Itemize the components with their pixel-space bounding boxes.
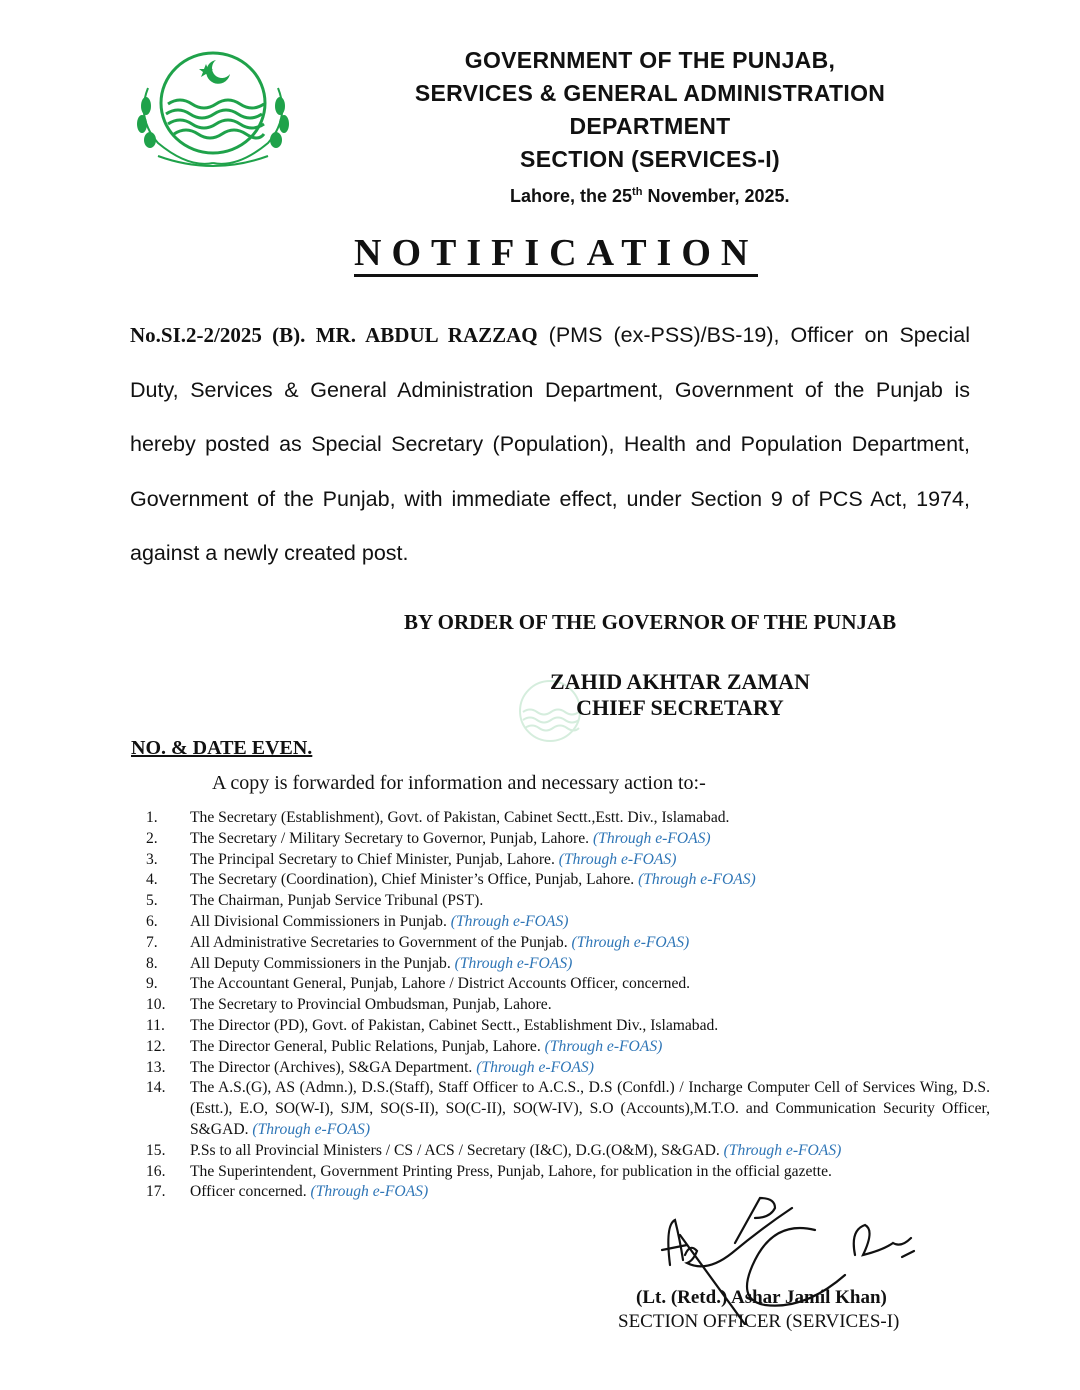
list-item-number: 12. bbox=[146, 1037, 166, 1055]
list-item bbox=[130, 912, 990, 933]
list-item bbox=[130, 808, 990, 829]
punjab-emblem-logo bbox=[128, 48, 298, 178]
list-item bbox=[130, 870, 990, 891]
list-item bbox=[130, 1037, 990, 1058]
list-item-number: 17. bbox=[146, 1183, 166, 1201]
list-item bbox=[130, 1016, 990, 1037]
list-item bbox=[130, 1078, 990, 1140]
copy-forward-intro: A copy is forwarded for information and necessary action to:- bbox=[212, 772, 706, 794]
list-item-number: 1. bbox=[146, 809, 158, 826]
chief-secretary-title: CHIEF SECRETARY bbox=[576, 695, 784, 720]
list-item-number: 10. bbox=[146, 996, 166, 1014]
list-item-via: (Through e-FOAS) bbox=[592, 829, 711, 847]
list-item-number: 16. bbox=[146, 1162, 166, 1180]
list-item bbox=[130, 933, 990, 954]
no-date-even-heading: NO. & DATE EVEN. bbox=[131, 737, 313, 759]
date-prefix: Lahore, the 25 bbox=[510, 186, 633, 206]
list-item bbox=[130, 829, 990, 850]
list-item-via: (Through e-FOAS) bbox=[252, 1120, 371, 1138]
notification-body bbox=[130, 308, 970, 581]
list-item-number: 9. bbox=[146, 975, 158, 993]
chief-secretary-block bbox=[520, 669, 840, 721]
list-item-text: The Secretary (Establishment), Govt. of Pakistan, Cabinet Sectt.,Estt. Div., Islamabad. bbox=[190, 809, 730, 826]
list-item-number: 11. bbox=[146, 1016, 165, 1034]
body-text: (PMS (ex-PSS)/BS-19), Officer on Special Duty, Services & General Administration Department, Government of the Punjab is hereby posted as Special Secretary (Population), Health and Population Department, Government of the Punjab, with immediate effect, under Section 9 of PCS Act, 1974, against a newly created post. bbox=[130, 323, 970, 565]
list-item-via: (Through e-FOAS) bbox=[476, 1058, 594, 1076]
list-item-text: The A.S.(G), AS (Admn.), D.S.(Staff), Staff Officer to A.C.S., D.S (Confdl.) / Incharge Computer Cell of Services Wing, D.S.(Estt.), E.O, SO(W-I), SJM, SO(S-II), SO(C-II), SO(W-IV), S.O (Accounts),M.T.O. and Communication Security Officer, S&GAD. bbox=[190, 1079, 990, 1138]
list-item bbox=[130, 1162, 990, 1183]
list-item-number: 8. bbox=[146, 954, 158, 972]
list-item-number: 5. bbox=[146, 892, 158, 910]
list-item bbox=[130, 954, 990, 975]
list-item-text: The Accountant General, Punjab, Lahore / District Accounts Officer, concerned. bbox=[190, 975, 691, 993]
list-item-via: (Through e-FOAS) bbox=[450, 912, 569, 930]
signatory-title: SECTION OFFICER (SERVICES-I) bbox=[618, 1311, 900, 1332]
list-item-text: The Director General, Public Relations, Punjab, Lahore. bbox=[190, 1037, 545, 1055]
handwritten-signature bbox=[640, 1195, 940, 1330]
signatory-name: (Lt. (Retd.) Ashar Jamil Khan) bbox=[636, 1287, 887, 1308]
list-item-via: (Through e-FOAS) bbox=[310, 1183, 429, 1201]
list-item-text: All Deputy Commissioners in the Punjab. bbox=[190, 954, 455, 972]
distribution-list bbox=[130, 808, 990, 1203]
list-item-via: (Through e-FOAS) bbox=[558, 850, 677, 868]
reference-number: No.SI.2-2/2025 (B). MR. ABDUL RAZZAQ bbox=[130, 323, 538, 347]
header-line-3: DEPARTMENT bbox=[569, 113, 731, 139]
list-item-text: The Secretary (Coordination), Chief Minister’s Office, Punjab, Lahore. bbox=[190, 871, 639, 889]
list-item-via: (Through e-FOAS) bbox=[571, 933, 690, 951]
list-item bbox=[130, 850, 990, 871]
list-item-number: 7. bbox=[146, 933, 158, 951]
list-item-number: 2. bbox=[146, 829, 158, 847]
list-item-number: 14. bbox=[146, 1079, 166, 1097]
list-item-via: (Through e-FOAS) bbox=[454, 954, 573, 972]
list-item-text: Officer concerned. bbox=[190, 1183, 311, 1201]
emblem-icon bbox=[128, 48, 298, 173]
list-item-text: The Secretary to Provincial Ombudsman, Punjab, Lahore. bbox=[190, 996, 552, 1014]
order-line: BY ORDER OF THE GOVERNOR OF THE PUNJAB bbox=[404, 610, 897, 634]
list-item-number: 6. bbox=[146, 912, 158, 930]
list-item-number: 3. bbox=[146, 850, 158, 868]
list-item-text: The Chairman, Punjab Service Tribunal (PST). bbox=[190, 892, 484, 910]
list-item-text: The Director (PD), Govt. of Pakistan, Cabinet Sectt., Establishment Div., Islamabad. bbox=[190, 1016, 719, 1034]
list-item-text: The Director (Archives), S&GA Department. bbox=[190, 1058, 477, 1076]
header-line-4: SECTION (SERVICES-I) bbox=[520, 146, 780, 172]
list-item bbox=[130, 974, 990, 995]
list-item-text: The Superintendent, Government Printing Press, Punjab, Lahore, for publication in the official gazette. bbox=[190, 1162, 832, 1180]
list-item-number: 4. bbox=[146, 871, 158, 889]
list-item-text: P.Ss to all Provincial Ministers / CS / ACS / Secretary (I&C), D.G.(O&M), S&GAD. bbox=[190, 1141, 724, 1159]
list-item-via: (Through e-FOAS) bbox=[544, 1037, 663, 1055]
list-item-via: (Through e-FOAS) bbox=[638, 871, 756, 889]
list-item bbox=[130, 891, 990, 912]
header-line-1: GOVERNMENT OF THE PUNJAB, bbox=[464, 47, 836, 73]
list-item-text: The Principal Secretary to Chief Minister, Punjab, Lahore. bbox=[190, 850, 559, 868]
list-item bbox=[130, 1058, 990, 1079]
date-suffix: November, 2025. bbox=[642, 186, 790, 206]
list-item-text: The Secretary / Military Secretary to Governor, Punjab, Lahore. bbox=[190, 829, 593, 847]
list-item-number: 15. bbox=[146, 1141, 166, 1159]
document-date bbox=[510, 186, 790, 207]
list-item-text: All Administrative Secretaries to Government of the Punjab. bbox=[190, 933, 572, 951]
date-ordinal: th bbox=[632, 186, 643, 198]
list-item-number: 13. bbox=[146, 1058, 166, 1076]
list-item bbox=[130, 995, 990, 1016]
list-item-text: All Divisional Commissioners in Punjab. bbox=[190, 912, 451, 930]
notification-title: NOTIFICATION bbox=[354, 232, 758, 277]
list-item bbox=[130, 1141, 990, 1162]
chief-secretary-name: ZAHID AKHTAR ZAMAN bbox=[550, 669, 810, 694]
list-item-via: (Through e-FOAS) bbox=[723, 1141, 842, 1159]
header-line-2: SERVICES & GENERAL ADMINISTRATION bbox=[414, 80, 886, 106]
